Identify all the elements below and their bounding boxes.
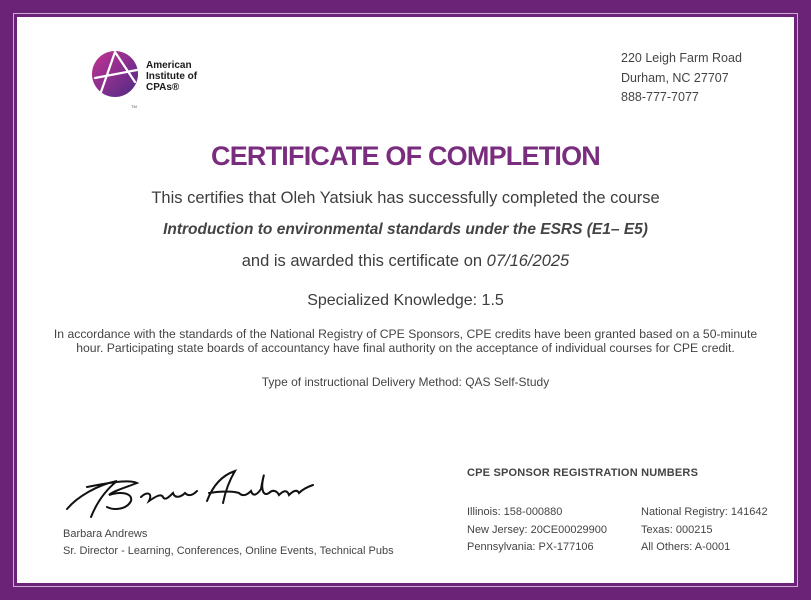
reg-all-others: All Others: A-0001	[641, 541, 731, 553]
logo-tm: TM	[131, 104, 137, 109]
registration-heading: CPE SPONSOR REGISTRATION NUMBERS	[467, 467, 699, 479]
address-street: 220 Leigh Farm Road	[621, 51, 742, 65]
logo-line-2: Institute of	[146, 71, 198, 82]
awarded-date: 07/16/2025	[486, 252, 570, 270]
reg-illinois: Illinois: 158-000880	[467, 506, 563, 518]
aicpa-logo	[91, 48, 231, 118]
standards-paragraph: In accordance with the standards of the National Registry of CPE Sponsors, CPE credits have been granted based on a 50-minute hour. Participating state boards of accountancy have final authority on the acceptance of individual courses for CPE credit.	[53, 327, 758, 355]
certifies-line: This certifies that Oleh Yatsiuk has successfully completed the course	[151, 189, 660, 207]
logo-line-3: CPAs®	[146, 82, 180, 93]
logo-line-1: American	[146, 60, 192, 71]
reg-national: National Registry: 141642	[641, 506, 768, 518]
awarded-line	[17, 252, 794, 271]
course-title: Introduction to environmental standards under the ESRS (E1– E5)	[163, 221, 648, 238]
address-city: Durham, NC 27707	[621, 70, 729, 85]
address-phone: 888-777-7077	[621, 90, 699, 104]
signer-title: Sr. Director - Learning, Conferences, Online Events, Technical Pubs	[63, 545, 394, 557]
signer-name: Barbara Andrews	[63, 528, 148, 540]
address-block	[621, 49, 742, 108]
logo-text	[146, 60, 197, 93]
certificate-paper	[17, 17, 794, 583]
delivery-method: Type of instructional Delivery Method: QAS Self-Study	[261, 375, 550, 389]
reg-pennsylvania: Pennsylvania: PX-177106	[467, 541, 594, 553]
aicpa-logo-mark-icon	[91, 48, 143, 100]
registration-col-2	[641, 504, 768, 557]
reg-texas: Texas: 000215	[641, 523, 713, 536]
signature-image	[57, 457, 327, 527]
certificate-title: CERTIFICATE OF COMPLETION	[211, 141, 600, 171]
reg-new-jersey: New Jersey: 20CE00029900	[467, 523, 608, 536]
registration-col-1	[467, 504, 607, 557]
awarded-prefix: and is awarded this certificate on	[241, 252, 487, 270]
credits-line: Specialized Knowledge: 1.5	[307, 292, 504, 309]
